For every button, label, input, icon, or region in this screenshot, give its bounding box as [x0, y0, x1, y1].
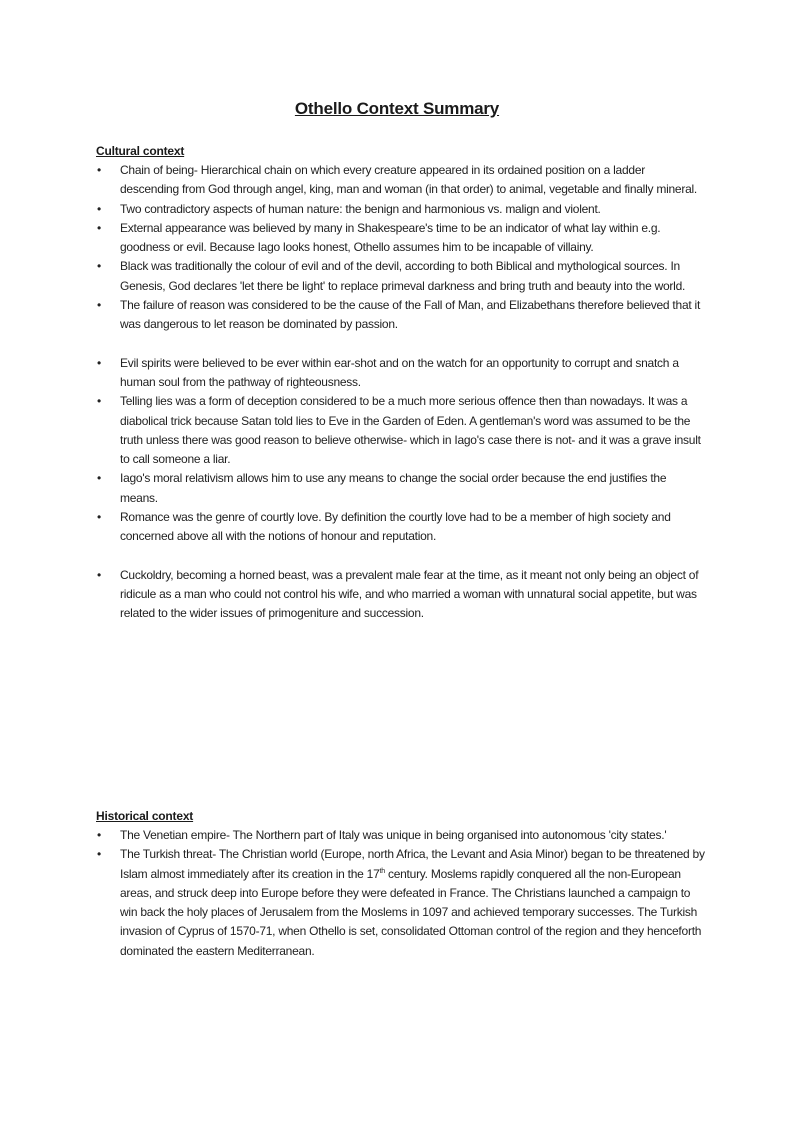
- list-item: [96, 845, 706, 961]
- bullet-list: [96, 826, 706, 961]
- text-span: The Turkish threat- The Christian world (Europe, north Africa, the Levant and Asia Minor) began to be threatened by Islam almost immediately after its creation in the 17: [120, 847, 705, 881]
- list-item: • Romance was the genre of courtly love. By definition the courtly love had to be a member of high society and concerned above all with the notions of honour and reputation.: [96, 508, 706, 547]
- list-item: • External appearance was believed by many in Shakespeare's time to be an indicator of what lay within e.g. goodness or evil. Because Iago looks honest, Othello assumes him to be incapable of villainy.: [96, 219, 706, 258]
- bullet-list: [96, 161, 706, 624]
- list-item: • Two contradictory aspects of human nature: the benign and harmonious vs. malign and violent.: [96, 200, 706, 219]
- section-historical-context: [96, 808, 706, 961]
- section-heading: Historical context: [96, 809, 194, 823]
- list-item: • Iago's moral relativism allows him to use any means to change the social order because the end justifies the means.: [96, 469, 706, 508]
- section-cultural-context: [96, 143, 706, 624]
- list-item: • Cuckoldry, becoming a horned beast, was a prevalent male fear at the time, as it meant not only being an object of ridicule as a man who could not control his wife, and who married a woman with unnatural social appetite, but was related to the wider issues of primogeniture and succession.: [96, 566, 706, 624]
- superscript: th: [379, 867, 385, 875]
- section-heading: Cultural context: [96, 144, 185, 158]
- list-item: • Black was traditionally the colour of evil and of the devil, according to both Biblical and mythological sources. In Genesis, God declares 'let there be light' to replace primeval darkness and bring truth and beauty into the world.: [96, 257, 706, 296]
- text-span: century. Moslems rapidly conquered all the non-European areas, and struck deep into Europe before they were defeated in France. The Christians launched a campaign to win back the holy places of Jerusalem from the Moslems in 1097 and achieved temporary successes. The Turkish invasion of Cyprus of 1570-71, when Othello is set, consolidated Ottoman control of the region and they henceforth dominated the eastern Mediterranean.: [120, 866, 702, 958]
- list-item: • Evil spirits were believed to be ever within ear-shot and on the watch for an opportunity to corrupt and snatch a human soul from the pathway of righteousness.: [96, 354, 706, 393]
- list-item: • The Venetian empire- The Northern part of Italy was unique in being organised into autonomous 'city states.': [96, 826, 706, 845]
- document-title: Othello Context Summary: [294, 99, 500, 118]
- list-item: • The failure of reason was considered to be the cause of the Fall of Man, and Elizabethans therefore believed that it was dangerous to let reason be dominated by passion.: [96, 296, 706, 335]
- list-item: • Telling lies was a form of deception considered to be a much more serious offence then than nowadays. It was a diabolical trick because Satan told lies to Eve in the Garden of Eden. A gentleman's word was assumed to be the truth unless there was good reason to believe otherwise- which in Iago's case there is not- and it was a grave insult to call someone a liar.: [96, 392, 706, 469]
- list-item: • Chain of being- Hierarchical chain on which every creature appeared in its ordained position on a ladder descending from God through angel, king, man and woman (in that order) to animal, vegetable and finally mineral.: [96, 161, 706, 200]
